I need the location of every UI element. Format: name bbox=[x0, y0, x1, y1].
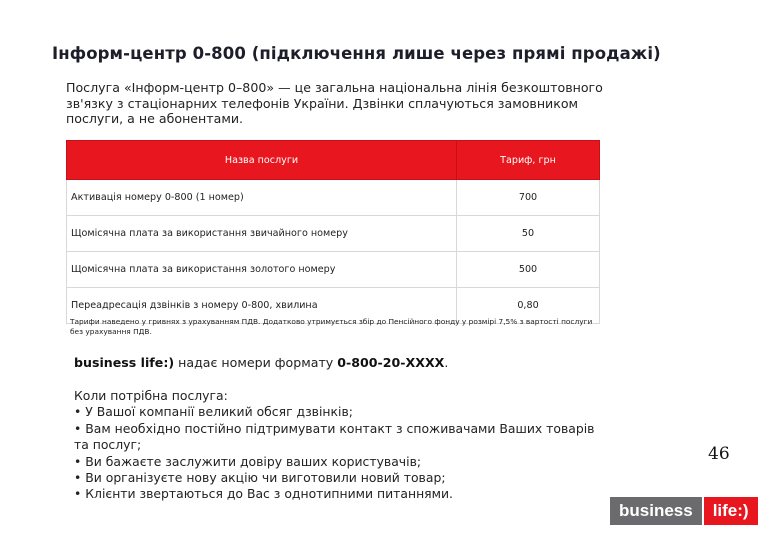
brand-name: business life:) bbox=[74, 355, 175, 370]
number-format: 0-800-20-XXXX bbox=[337, 355, 445, 370]
service-name-cell: Щомісячна плата за використання звичайного номеру bbox=[67, 216, 457, 252]
business-life-logo bbox=[610, 497, 758, 525]
logo-part-life: life:) bbox=[704, 497, 758, 525]
tariff-cell: 500 bbox=[457, 252, 600, 288]
footnote-line: Тарифи наведено у гривнях з урахуванням ПДВ. Додатково утримується збір до Пенсійного фонду у розмірі 7,5% з вартості послуги bbox=[70, 317, 593, 326]
column-header-service: Назва послуги bbox=[67, 141, 457, 180]
page-number: 46 bbox=[708, 444, 730, 464]
list-item: • Вам необхідно постійно підтримувати контакт з споживачами Ваших товарів bbox=[74, 420, 595, 436]
tariff-cell: 0,80 bbox=[457, 288, 600, 324]
intro-line: зв'язку з стаціонарних телефонів України. Дзвінки сплачуються замовником bbox=[66, 95, 579, 111]
number-format-statement bbox=[74, 355, 448, 370]
logo-part-business: business bbox=[610, 497, 702, 525]
use-cases-heading: Коли потрібна послуга: bbox=[74, 388, 228, 403]
tariff-footnote bbox=[70, 317, 680, 337]
table-row bbox=[67, 180, 600, 216]
service-name-cell: Переадресація дзвінків з номеру 0-800, хвилина bbox=[67, 288, 457, 324]
service-name-cell: Щомісячна плата за використання золотого номеру bbox=[67, 252, 457, 288]
table-row bbox=[67, 252, 600, 288]
service-name-cell: Активація номеру 0-800 (1 номер) bbox=[67, 180, 457, 216]
column-header-tariff: Тариф, грн bbox=[457, 141, 600, 180]
footnote-line: без урахування ПДВ. bbox=[70, 327, 152, 336]
list-item: • Клієнти звертаються до Вас з однотипними питаннями. bbox=[74, 486, 453, 502]
table-row bbox=[67, 216, 600, 252]
use-cases-list bbox=[74, 388, 634, 503]
table-header-row bbox=[67, 141, 600, 180]
list-item: • У Вашої компанії великий обсяг дзвінків; bbox=[74, 404, 353, 420]
list-item: та послуг; bbox=[74, 437, 142, 453]
tariff-table bbox=[66, 140, 600, 324]
tariff-cell: 700 bbox=[457, 180, 600, 216]
tariff-cell: 50 bbox=[457, 216, 600, 252]
intro-paragraph bbox=[66, 80, 646, 127]
intro-line: послуги, а не абонентами. bbox=[66, 111, 244, 126]
intro-line: Послуга «Інформ-центр 0–800» — це загальна національна лінія безкоштовного bbox=[66, 80, 603, 95]
list-item: • Ви бажаєте заслужити довіру ваших користувачів; bbox=[74, 453, 422, 469]
offer-end: . bbox=[444, 355, 449, 370]
slide-title: Інформ-центр 0-800 (підключення лише через прямі продажі) bbox=[52, 44, 661, 63]
offer-text: надає номери формату bbox=[174, 355, 338, 370]
list-item: • Ви організуєте нову акцію чи виготовили новий товар; bbox=[74, 470, 446, 486]
